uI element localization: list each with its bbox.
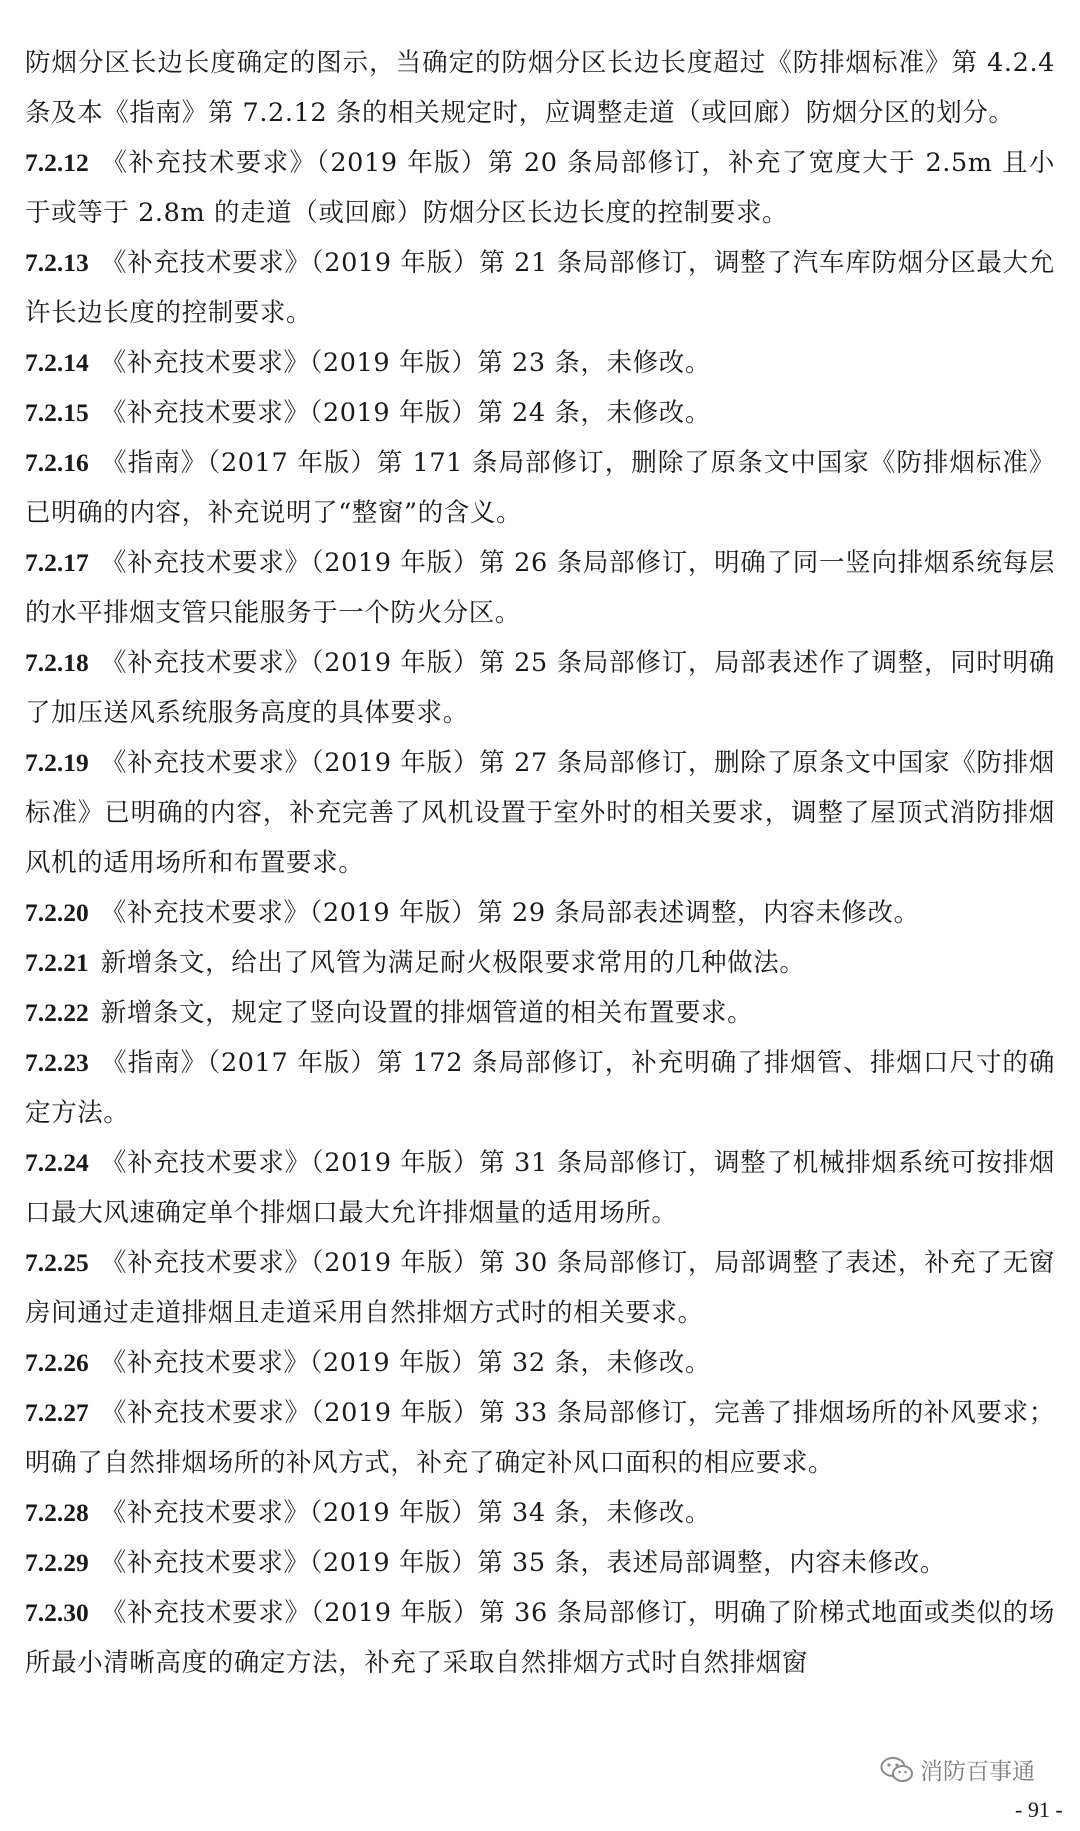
- clause-number: 7.2.24: [25, 1148, 89, 1177]
- clause-text: 《补充技术要求》（2019 年版）第 23 条，未修改。: [100, 348, 711, 378]
- watermark: [880, 1753, 1035, 1786]
- clause-paragraph: [25, 438, 1055, 538]
- clause-number: 7.2.26: [25, 1348, 89, 1377]
- clause-text: 《补充技术要求》（2019 年版）第 21 条局部修订，调整了汽车库防烟分区最大允许长边长度的控制要求。: [25, 248, 1055, 328]
- clause-number: 7.2.22: [25, 998, 89, 1027]
- clause-number: 7.2.12: [25, 148, 89, 177]
- clause-paragraph: [25, 1388, 1055, 1488]
- clause-number: 7.2.25: [25, 1248, 89, 1277]
- clause-paragraph: [25, 338, 1055, 388]
- clause-paragraph: [25, 1538, 1055, 1588]
- watermark-text: 消防百事通: [920, 1759, 1035, 1785]
- clause-text: 新增条文，给出了风管为满足耐火极限要求常用的几种做法。: [100, 948, 806, 978]
- clause-paragraph: [25, 388, 1055, 438]
- clause-number: 7.2.16: [25, 448, 89, 477]
- clause-number: 7.2.17: [25, 548, 89, 577]
- clause-text: 《补充技术要求》（2019 年版）第 31 条局部修订，调整了机械排烟系统可按排烟口最大风速确定单个排烟口最大允许排烟量的适用场所。: [25, 1148, 1055, 1228]
- clause-paragraph: [25, 238, 1055, 338]
- clause-paragraph: [25, 988, 1055, 1038]
- clause-text: 《补充技术要求》（2019 年版）第 32 条，未修改。: [100, 1348, 711, 1378]
- clause-text: 《指南》（2017 年版）第 172 条局部修订，补充明确了排烟管、排烟口尺寸的确定方法。: [25, 1048, 1055, 1128]
- clause-paragraph: [25, 888, 1055, 938]
- clause-text: 《补充技术要求》（2019 年版）第 29 条局部表述调整，内容未修改。: [100, 898, 920, 928]
- clause-number: 7.2.18: [25, 648, 89, 677]
- clause-number: 7.2.13: [25, 248, 89, 277]
- clause-paragraph: [25, 1038, 1055, 1138]
- clause-paragraph: [25, 1338, 1055, 1388]
- clause-list: [25, 138, 1055, 1688]
- clause-number: 7.2.23: [25, 1048, 89, 1077]
- clause-text: 《补充技术要求》（2019 年版）第 27 条局部修订，删除了原条文中国家《防排烟标准》已明确的内容，补充完善了风机设置于室外时的相关要求，调整了屋顶式消防排烟风机的适用场所和布置要求。: [25, 748, 1055, 878]
- clause-paragraph: [25, 1238, 1055, 1338]
- clause-text: 《补充技术要求》（2019 年版）第 20 条局部修订，补充了宽度大于 2.5m 且小于或等于 2.8m 的走道（或回廊）防烟分区长边长度的控制要求。: [25, 148, 1055, 228]
- page-number: - 91 -: [1015, 1797, 1063, 1822]
- clause-text: 《指南》（2017 年版）第 171 条局部修订，删除了原条文中国家《防排烟标准》已明确的内容，补充说明了“整窗”的含义。: [25, 448, 1055, 528]
- clause-paragraph: [25, 938, 1055, 988]
- clause-paragraph: [25, 1588, 1055, 1688]
- clause-paragraph: [25, 638, 1055, 738]
- clause-text: 《补充技术要求》（2019 年版）第 30 条局部修订，局部调整了表述，补充了无窗房间通过走道排烟且走道采用自然排烟方式时的相关要求。: [25, 1248, 1055, 1328]
- clause-number: 7.2.15: [25, 398, 89, 427]
- clause-text: 《补充技术要求》（2019 年版）第 36 条局部修订，明确了阶梯式地面或类似的场所最小清晰高度的确定方法，补充了采取自然排烟方式时自然排烟窗: [25, 1598, 1055, 1678]
- clause-paragraph: [25, 1138, 1055, 1238]
- intro-paragraph: [25, 38, 1055, 138]
- intro-text: 防烟分区长边长度确定的图示，当确定的防烟分区长边长度超过《防排烟标准》第 4.2.4 条及本《指南》第 7.2.12 条的相关规定时，应调整走道（或回廊）防烟分区的划分。: [25, 48, 1055, 128]
- document-body: [25, 38, 1055, 1688]
- clause-text: 《补充技术要求》（2019 年版）第 35 条，表述局部调整，内容未修改。: [100, 1548, 946, 1578]
- clause-number: 7.2.19: [25, 748, 89, 777]
- clause-number: 7.2.21: [25, 948, 89, 977]
- clause-paragraph: [25, 538, 1055, 638]
- clause-number: 7.2.29: [25, 1548, 89, 1577]
- wechat-icon: [880, 1756, 914, 1784]
- clause-number: 7.2.30: [25, 1598, 89, 1627]
- clause-paragraph: [25, 138, 1055, 238]
- clause-text: 《补充技术要求》（2019 年版）第 24 条，未修改。: [100, 398, 711, 428]
- clause-paragraph: [25, 1488, 1055, 1538]
- clause-number: 7.2.28: [25, 1498, 89, 1527]
- clause-number: 7.2.14: [25, 348, 89, 377]
- clause-text: 新增条文，规定了竖向设置的排烟管道的相关布置要求。: [100, 998, 754, 1028]
- clause-paragraph: [25, 738, 1055, 888]
- clause-text: 《补充技术要求》（2019 年版）第 26 条局部修订，明确了同一竖向排烟系统每层的水平排烟支管只能服务于一个防火分区。: [25, 548, 1055, 628]
- clause-text: 《补充技术要求》（2019 年版）第 33 条局部修订，完善了排烟场所的补风要求；明确了自然排烟场所的补风方式，补充了确定补风口面积的相应要求。: [25, 1398, 1055, 1478]
- clause-text: 《补充技术要求》（2019 年版）第 34 条，未修改。: [100, 1498, 711, 1528]
- clause-number: 7.2.20: [25, 898, 89, 927]
- clause-text: 《补充技术要求》（2019 年版）第 25 条局部修订，局部表述作了调整，同时明确了加压送风系统服务高度的具体要求。: [25, 648, 1055, 728]
- clause-number: 7.2.27: [25, 1398, 89, 1427]
